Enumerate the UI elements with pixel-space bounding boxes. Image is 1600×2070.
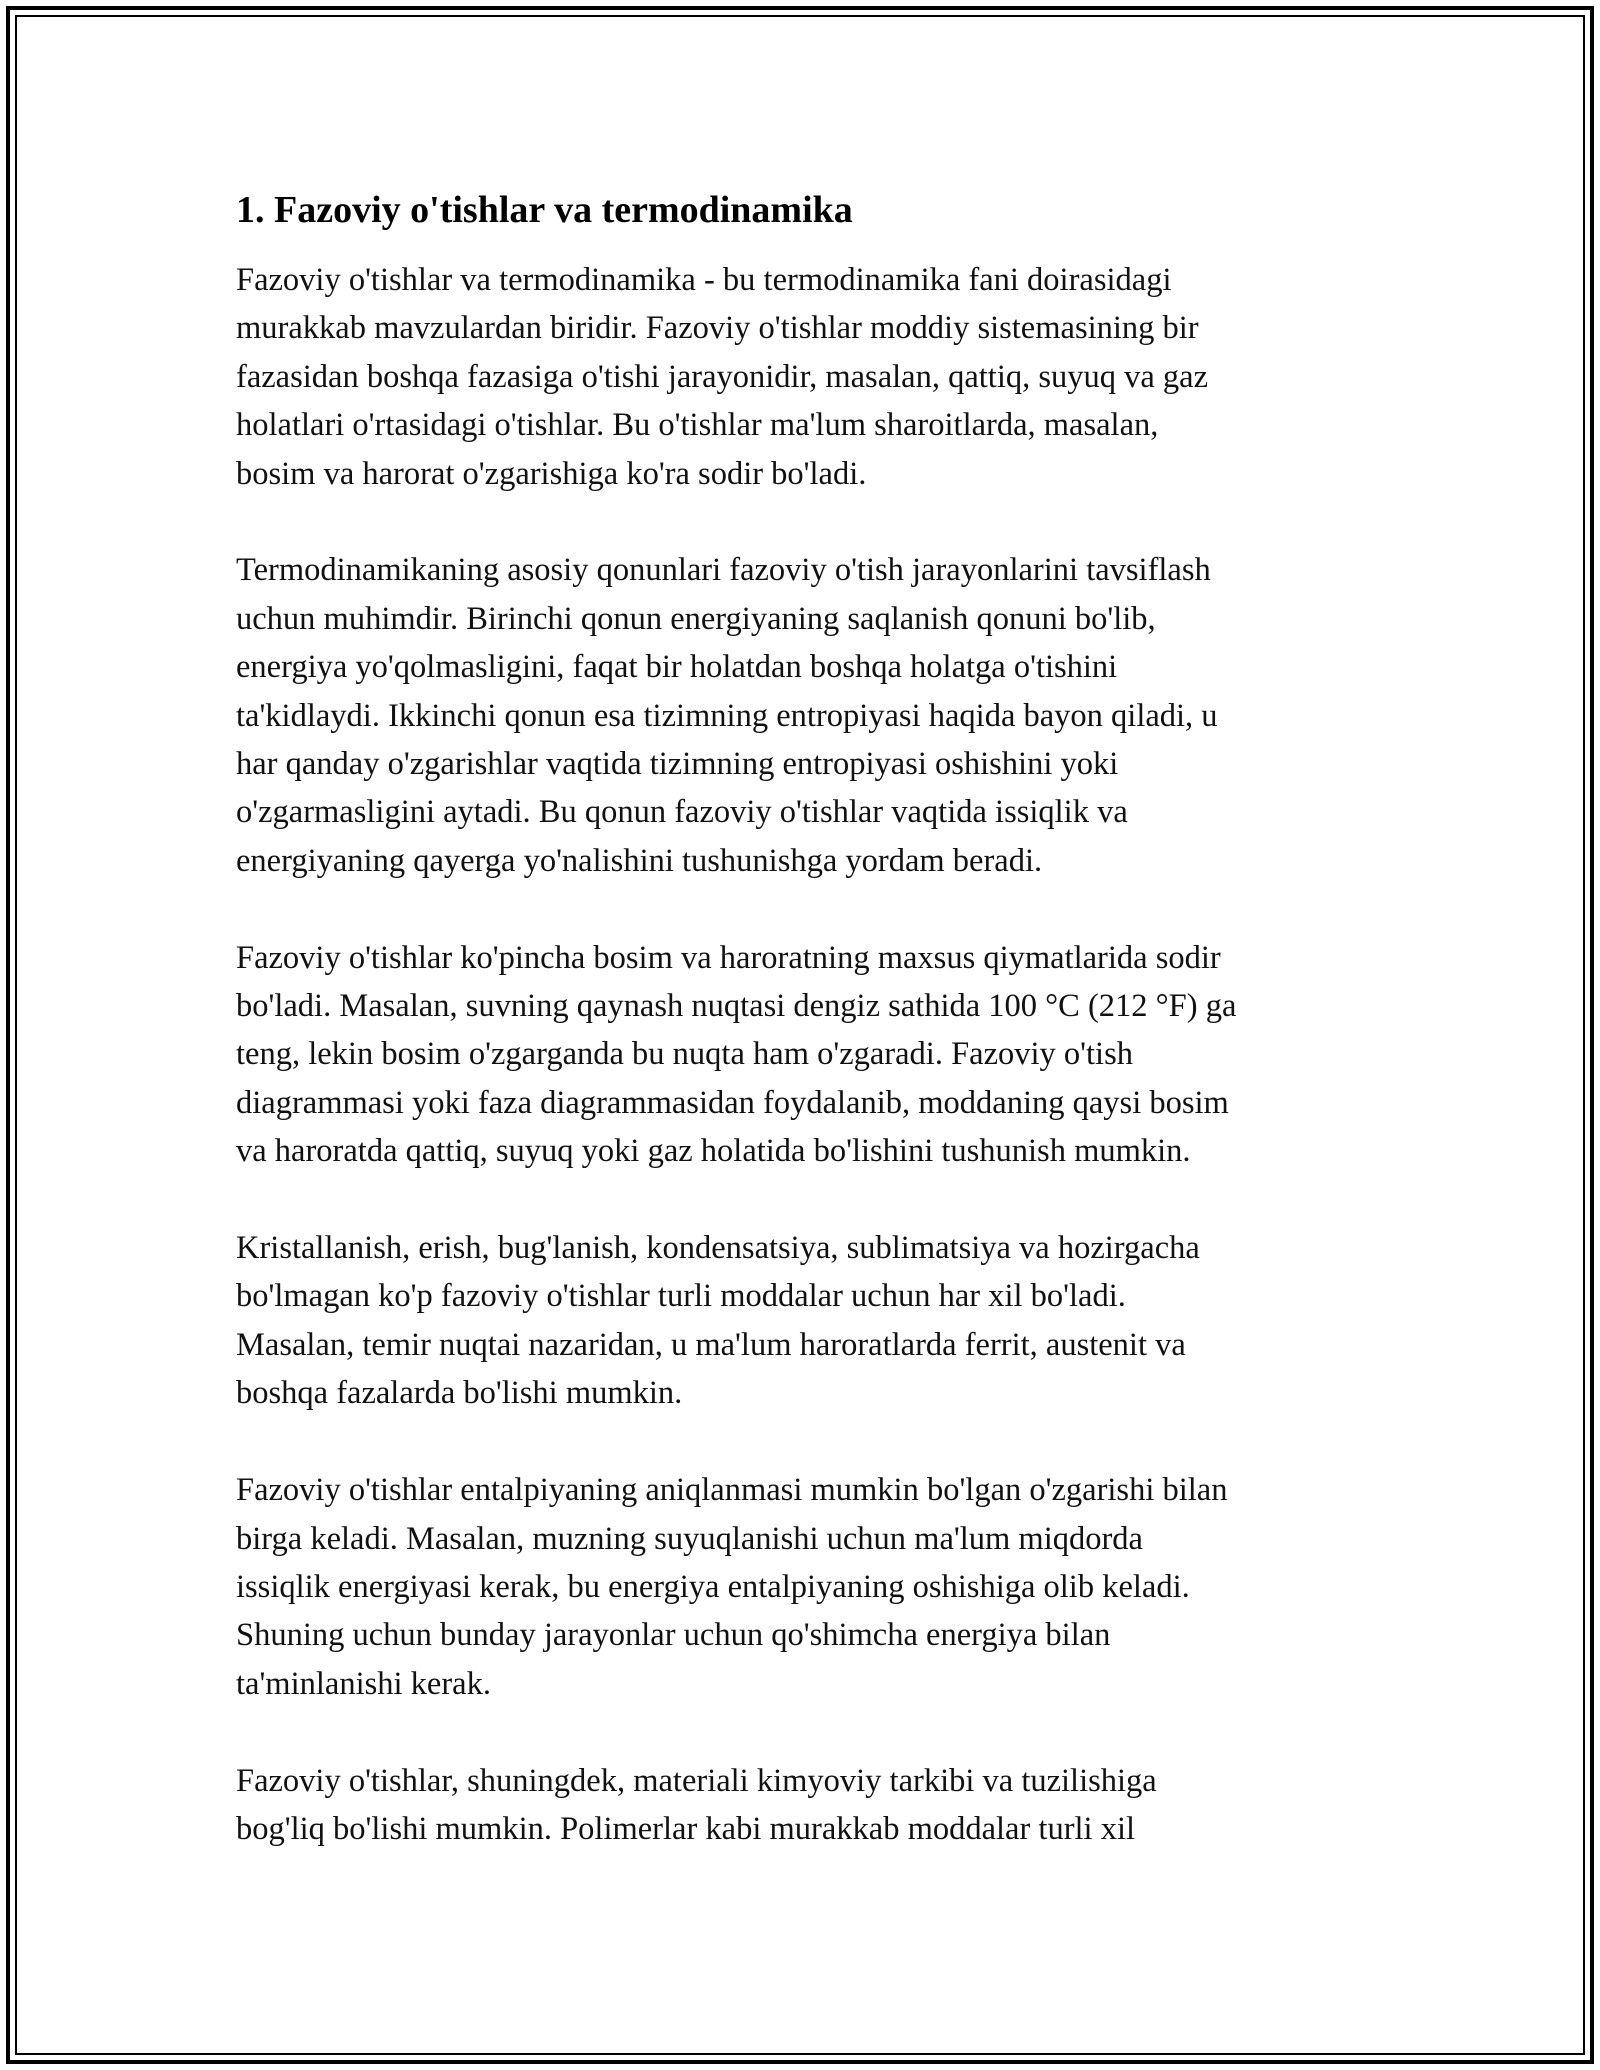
paragraph-4: Kristallanish, erish, bug'lanish, kondensatsiya, sublimatsiya va hozirgacha bo'lmagan ko'p fazoviy o'tishlar turli moddalar uchun har xil bo'ladi. Masalan, temir nuqtai nazaridan, u ma'lum haroratlarda ferrit, austenit va boshqa fazalarda bo'lishi mumkin. <box>236 1230 1200 1412</box>
paragraph-3: Fazoviy o'tishlar ko'pincha bosim va haroratning maxsus qiymatlarida sodir bo'ladi. Masalan, suvning qaynash nuqtasi dengiz sathida 100 °C (212 °F) ga teng, lekin bosim o'zgarganda bu nuqta ham o'zgaradi. Fazoviy o'tish diagrammasi yoki faza diagrammasidan foydalanib, moddaning qaysi bosim va haroratda qattiq, suyuq yoki gaz holatida bo'lishini tushunish mumkin. <box>236 939 1237 1170</box>
paragraph-6: Fazoviy o'tishlar, shuningdek, materiali kimyoviy tarkibi va tuzilishiga bog'liq bo'lishi mumkin. Polimerlar kabi murakkab moddalar turli xil <box>236 1762 1157 1847</box>
section-heading: 1. Fazoviy o'tishlar va termodinamika <box>236 189 853 231</box>
paragraph-2: Termodinamikaning asosiy qonunlari fazoviy o'tish jarayonlarini tavsiflash uchun muhimdir. Birinchi qonun energiyaning saqlanish qonuni bo'lib, energiya yo'qolmasligini, faqat bir holatdan boshqa holatga o'tishini ta'kidlaydi. Ikkinchi qonun esa tizimning entropiyasi haqida bayon qiladi, u har qanday o'zgarishlar vaqtida tizimning entropiyasi oshishini yoki o'zgarmasligini aytadi. Bu qonun fazoviy o'tishlar vaqtida issiqlik va energiyaning qayerga yo'nalishini tushunishga yordam beradi. <box>236 552 1218 879</box>
document-body <box>236 186 1376 1853</box>
paragraph-5: Fazoviy o'tishlar entalpiyaning aniqlanmasi mumkin bo'lgan o'zgarishi bilan birga keladi. Masalan, muzning suyuqlanishi uchun ma'lum miqdorda issiqlik energiyasi kerak, bu energiya entalpiyaning oshishiga olib keladi. Shuning uchun bunday jarayonlar uchun qo'shimcha energiya bilan ta'minlanishi kerak. <box>236 1472 1228 1702</box>
paragraph-1: Fazoviy o'tishlar va termodinamika - bu termodinamika fani doirasidagi murakkab mavzulardan biridir. Fazoviy o'tishlar moddiy sistemasining bir fazasidan boshqa fazasiga o'tishi jarayonidir, masalan, qattiq, suyuq va gaz holatlari o'rtasidagi o'tishlar. Bu o'tishlar ma'lum sharoitlarda, masalan, bosim va harorat o'zgarishiga ko'ra sodir bo'ladi. <box>236 262 1209 492</box>
